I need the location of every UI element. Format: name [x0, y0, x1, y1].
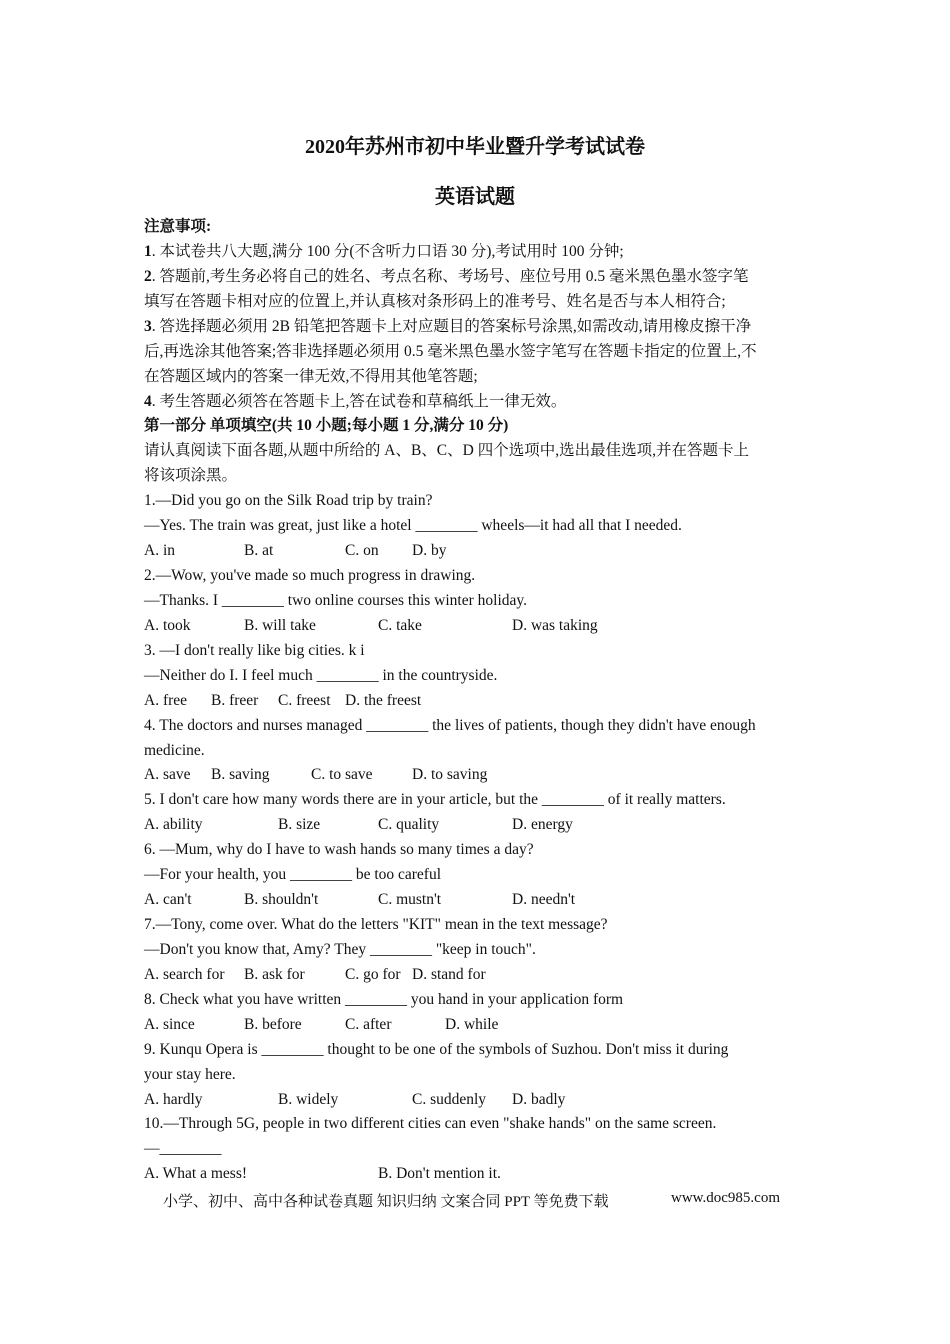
- question-stem: your stay here.: [144, 1065, 236, 1083]
- question-stem: —Don't you know that, Amy? They ________ "keep in touch".: [144, 940, 536, 958]
- notice-line: [144, 367, 478, 387]
- option-c: C. quality: [378, 816, 440, 834]
- question-stem: —Neither do I. I feel much ________ in the countryside.: [144, 666, 498, 684]
- option-d: D. to saving: [412, 766, 488, 784]
- option-c: C. go for: [345, 965, 401, 983]
- question-stem: 9. Kunqu Opera is ________ thought to be one of the symbols of Suzhou. Don't miss it during: [144, 1040, 729, 1058]
- question-stem: 6. —Mum, why do I have to wash hands so many times a day?: [144, 841, 534, 859]
- footer: [163, 1190, 781, 1211]
- option-c: C. take: [378, 616, 422, 634]
- option-b: B. Don't mention it.: [378, 1165, 501, 1183]
- option-b: B. at: [244, 542, 274, 560]
- option-b: B. saving: [211, 766, 270, 784]
- notice-number: 1: [144, 242, 152, 260]
- option-c: C. suddenly: [412, 1090, 487, 1108]
- notice-number: 2: [144, 267, 152, 285]
- question-stem: 8. Check what you have written ________ you hand in your application form: [144, 990, 624, 1008]
- notice-text: . 考生答题必须答在答题卡上,答在试卷和草稿纸上一律无效。: [151, 392, 567, 410]
- question-stem: —Yes. The train was great, just like a hotel ________ wheels—it had all that I needed.: [144, 517, 682, 535]
- option-d: D. stand for: [412, 965, 486, 983]
- notice-line: [144, 342, 757, 362]
- question-stem: —Thanks. I ________ two online courses this winter holiday.: [144, 591, 527, 609]
- option-d: D. while: [445, 1015, 499, 1033]
- option-a: A. in: [144, 542, 175, 560]
- option-b: B. before: [244, 1015, 302, 1033]
- exam-title: 2020年苏州市初中毕业暨升学考试试卷: [305, 136, 645, 158]
- option-d: D. was taking: [512, 616, 598, 634]
- question-stem: 4. The doctors and nurses managed ________ the lives of patients, though they didn't have enough: [144, 716, 756, 734]
- option-c: C. mustn't: [378, 891, 442, 909]
- option-a: A. save: [144, 766, 191, 784]
- option-c: C. freest: [278, 691, 331, 709]
- option-a: A. took: [144, 616, 191, 634]
- option-b: B. freer: [211, 691, 259, 709]
- question-stem: 2.—Wow, you've made so much progress in drawing.: [144, 567, 476, 585]
- notice-text: . 答题前,考生务必将自己的姓名、考点名称、考场号、座位号用 0.5 毫米黑色墨水签字笔: [151, 267, 749, 285]
- footer-text: 小学、初中、高中各种试卷真题 知识归纳 文案合同 PPT 等免费下载: [163, 1194, 609, 1210]
- option-d: D. the freest: [345, 691, 422, 709]
- option-a: A. since: [144, 1015, 195, 1033]
- question-stem: 1.—Did you go on the Silk Road trip by train?: [144, 492, 433, 510]
- notice-text: . 本试卷共八大题,满分 100 分(不含听力口语 30 分),考试用时 100 分钟;: [151, 242, 624, 260]
- option-d: D. energy: [512, 816, 573, 834]
- option-b: B. size: [278, 816, 321, 834]
- option-b: B. shouldn't: [244, 891, 319, 909]
- option-c: C. to save: [311, 766, 373, 784]
- question-stem: 10.—Through 5G, people in two different cities can even "shake hands" on the same screen.: [144, 1115, 717, 1133]
- question-stem: medicine.: [144, 741, 205, 759]
- option-b: B. will take: [244, 616, 316, 634]
- option-b: B. ask for: [244, 965, 305, 983]
- notice-line: [144, 292, 726, 312]
- question-stem: 5. I don't care how many words there are in your article, but the ________ of it really matters.: [144, 791, 726, 809]
- notice-number: 3: [144, 317, 152, 335]
- option-c: C. on: [345, 542, 379, 560]
- notice-line: [144, 242, 624, 262]
- option-a: A. hardly: [144, 1090, 203, 1108]
- option-a: A. What a mess!: [144, 1165, 248, 1183]
- notice-line: [144, 267, 749, 287]
- notice-line: [144, 317, 751, 337]
- option-c: C. after: [345, 1015, 392, 1033]
- instruction-line: 请认真阅读下面各题,从题中所给的 A、B、C、D 四个选项中,选出最佳选项,并在答题卡上: [144, 442, 749, 460]
- question-stem: 7.—Tony, come over. What do the letters "KIT" mean in the text message?: [144, 916, 608, 934]
- question-stem: 3. —I don't really like big cities. k i: [144, 641, 365, 659]
- question-stem: —________: [144, 1140, 222, 1158]
- option-b: B. widely: [278, 1090, 339, 1108]
- notice-number: 4: [144, 392, 152, 410]
- notice-text: 后,再选涂其他答案;答非选择题必须用 0.5 毫米黑色墨水签字笔写在答题卡指定的位置上,不: [144, 342, 757, 360]
- option-d: D. by: [412, 542, 447, 560]
- notice-text: 在答题区域内的答案一律无效,不得用其他笔答题;: [144, 367, 478, 385]
- notice-heading: 注意事项:: [144, 218, 212, 235]
- notice-line: [144, 392, 566, 412]
- option-d: D. needn't: [512, 891, 576, 909]
- footer-url[interactable]: www.doc985.com: [671, 1190, 781, 1206]
- option-d: D. badly: [512, 1090, 566, 1108]
- option-a: A. ability: [144, 816, 203, 834]
- option-a: A. search for: [144, 965, 225, 983]
- section-heading: 第一部分 单项填空(共 10 小题;每小题 1 分,满分 10 分): [144, 417, 509, 435]
- option-a: A. free: [144, 691, 188, 709]
- instruction-line: 将该项涂黑。: [144, 467, 238, 485]
- notice-text: 填写在答题卡相对应的位置上,并认真核对条形码上的准考号、姓名是否与本人相符合;: [144, 292, 726, 310]
- notice-text: . 答选择题必须用 2B 铅笔把答题卡上对应题目的答案标号涂黑,如需改动,请用橡皮擦干净: [151, 317, 752, 335]
- question-stem: —For your health, you ________ be too careful: [144, 866, 442, 884]
- option-a: A. can't: [144, 891, 192, 909]
- exam-subtitle: 英语试题: [435, 186, 515, 208]
